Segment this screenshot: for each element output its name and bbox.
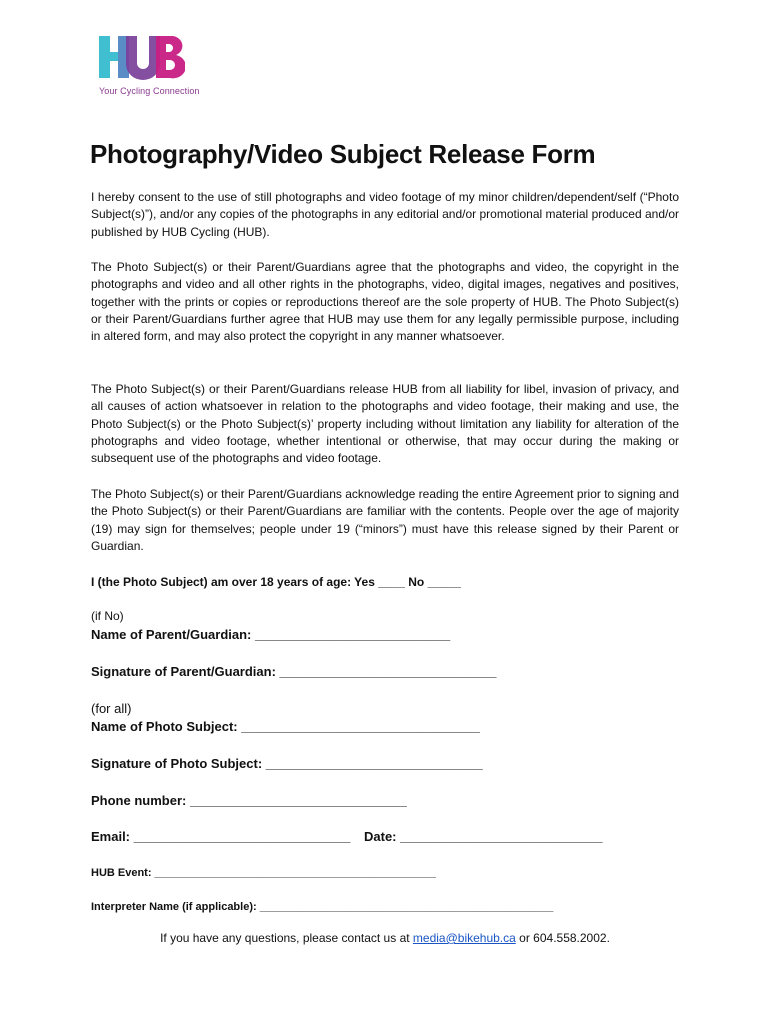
phone-field[interactable]: Phone number: ______________________________ <box>91 793 407 808</box>
footer-suffix: or 604.558.2002. <box>515 931 610 945</box>
liability-paragraph: The Photo Subject(s) or their Parent/Guardians release HUB from all liability for libel, invasion of privacy, and all causes of action whatsoever in relation to the photographs and video footage, their making and use, the Photo Subject(s) or the Photo Subject(s)’ property including without limitation any liability for alteration of the photographs and video footage, whether intentional or otherwise, that may occur during the making or subsequent use of the photographs and video footage. <box>91 382 679 466</box>
contact-footer <box>0 931 770 945</box>
parent-signature-field[interactable]: Signature of Parent/Guardian: ______________________________ <box>91 664 497 679</box>
for-all-note: (for all) <box>91 701 132 716</box>
copyright-paragraph: The Photo Subject(s) or their Parent/Guardians agree that the photographs and video, the copyright in the photographs and video and all other rights in the photographs, video, digital images, negatives and positives, together with the prints or copies or reproductions thereof are the sole property of HUB. The Photo Subject(s) or their Parent/Guardians further agree that HUB may use them for any legally permissible purpose, including in altered form, and may also protect the copyright in any manner whatsoever. <box>91 260 679 344</box>
if-no-note: (if No) <box>91 609 124 623</box>
subject-signature-field[interactable]: Signature of Photo Subject: ______________________________ <box>91 756 483 771</box>
hub-event-field[interactable]: HUB Event: ______________________________________________ <box>91 867 436 879</box>
footer-prefix: If you have any questions, please contact us at <box>160 931 413 945</box>
age-question-field[interactable]: I (the Photo Subject) am over 18 years of age: Yes ____ No _____ <box>91 575 461 589</box>
consent-paragraph: I hereby consent to the use of still photographs and video footage of my minor children/dependent/self (“Photo Subject(s)”), and/or any copies of the photographs in any editorial and/or promotional material produced and/or published by HUB Cycling (HUB). <box>91 190 679 239</box>
logo-tagline: Your Cycling Connection <box>99 86 200 96</box>
parent-name-field[interactable]: Name of Parent/Guardian: ___________________________ <box>91 627 451 642</box>
subject-name-field[interactable]: Name of Photo Subject: _________________________________ <box>91 719 480 734</box>
form-title: Photography/Video Subject Release Form <box>90 139 596 169</box>
acknowledgement-paragraph: The Photo Subject(s) or their Parent/Guardians acknowledge reading the entire Agreement prior to signing and the Photo Subject(s) or their Parent/Guardians are familiar with the contents. People over the age of majority (19) may sign for themselves; people under 19 (“minors”) must have this release signed by their Parent or Guardian. <box>91 487 679 553</box>
email-field[interactable]: Email: ______________________________ <box>91 829 351 844</box>
hub-logo-mark <box>99 36 185 80</box>
date-field[interactable]: Date: ____________________________ <box>364 829 603 844</box>
interpreter-field[interactable]: Interpreter Name (if applicable): ________________________________________________ <box>91 901 554 913</box>
contact-email-link[interactable]: media@bikehub.ca <box>412 931 516 945</box>
